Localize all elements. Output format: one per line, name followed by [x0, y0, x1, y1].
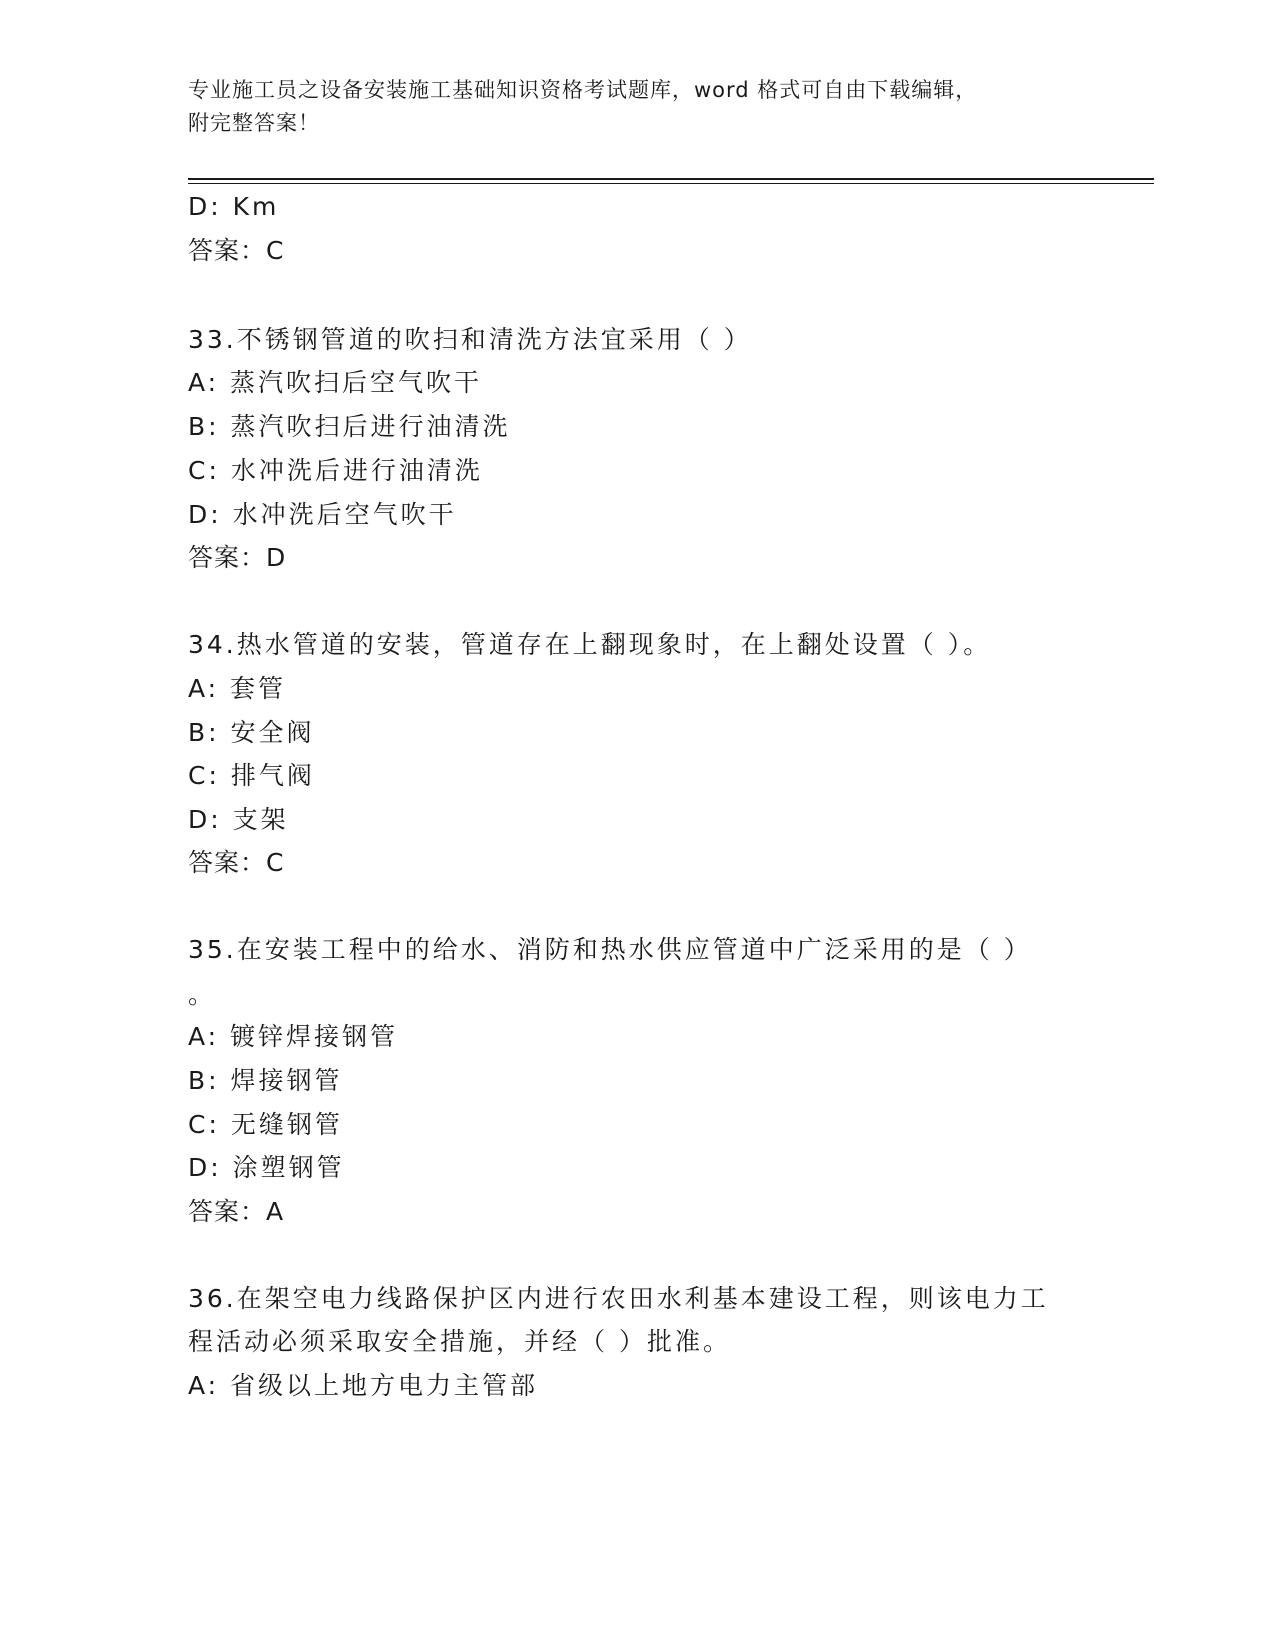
q33-answer: 答案：D [188, 543, 287, 572]
header-line-1: 专业施工员之设备安装施工基础知识资格考试题库，word 格式可自由下载编辑， [188, 78, 978, 102]
q33-option-c: C: 水冲洗后进行油清洗 [188, 456, 483, 485]
header-divider-thick [188, 178, 1154, 180]
header-divider-thin [188, 183, 1154, 184]
q35-option-a: A: 镀锌焊接钢管 [188, 1022, 399, 1051]
q34-question: 34.热水管道的安装，管道存在上翻现象时，在上翻处设置（ ）。 [188, 630, 992, 659]
document-header [188, 74, 1088, 140]
q34-option-a: A: 套管 [188, 674, 287, 703]
q35-option-c: C: 无缝钢管 [188, 1110, 343, 1139]
prev-option-d: D: Km [188, 192, 280, 221]
q33-question: 33.不锈钢管道的吹扫和清洗方法宜采用（ ） [188, 325, 752, 354]
q35-question-line-1: 35.在安装工程中的给水、消防和热水供应管道中广泛采用的是（ ） [188, 935, 1032, 964]
q36-question-line-2: 程活动必须采取安全措施，并经（ ）批准。 [188, 1327, 731, 1356]
q36-question-line-1: 36.在架空电力线路保护区内进行农田水利基本建设工程，则该电力工 [188, 1284, 1049, 1313]
q34-answer: 答案：C [188, 848, 285, 877]
q34-option-d: D: 支架 [188, 805, 289, 834]
q33-option-a: A: 蒸汽吹扫后空气吹干 [188, 368, 483, 397]
header-line-2: 附完整答案！ [188, 111, 320, 135]
q34-option-b: B: 安全阀 [188, 718, 315, 747]
q35-option-d: D: 涂塑钢管 [188, 1153, 345, 1182]
q33-option-d: D: 水冲洗后空气吹干 [188, 500, 457, 529]
q36-option-a: A: 省级以上地方电力主管部 [188, 1371, 539, 1400]
q35-answer: 答案：A [188, 1197, 285, 1226]
q35-option-b: B: 焊接钢管 [188, 1066, 343, 1095]
prev-answer: 答案：C [188, 236, 285, 265]
q35-question-line-2: 。 [188, 980, 217, 1009]
q33-option-b: B: 蒸汽吹扫后进行油清洗 [188, 412, 511, 441]
q34-option-c: C: 排气阀 [188, 761, 315, 790]
